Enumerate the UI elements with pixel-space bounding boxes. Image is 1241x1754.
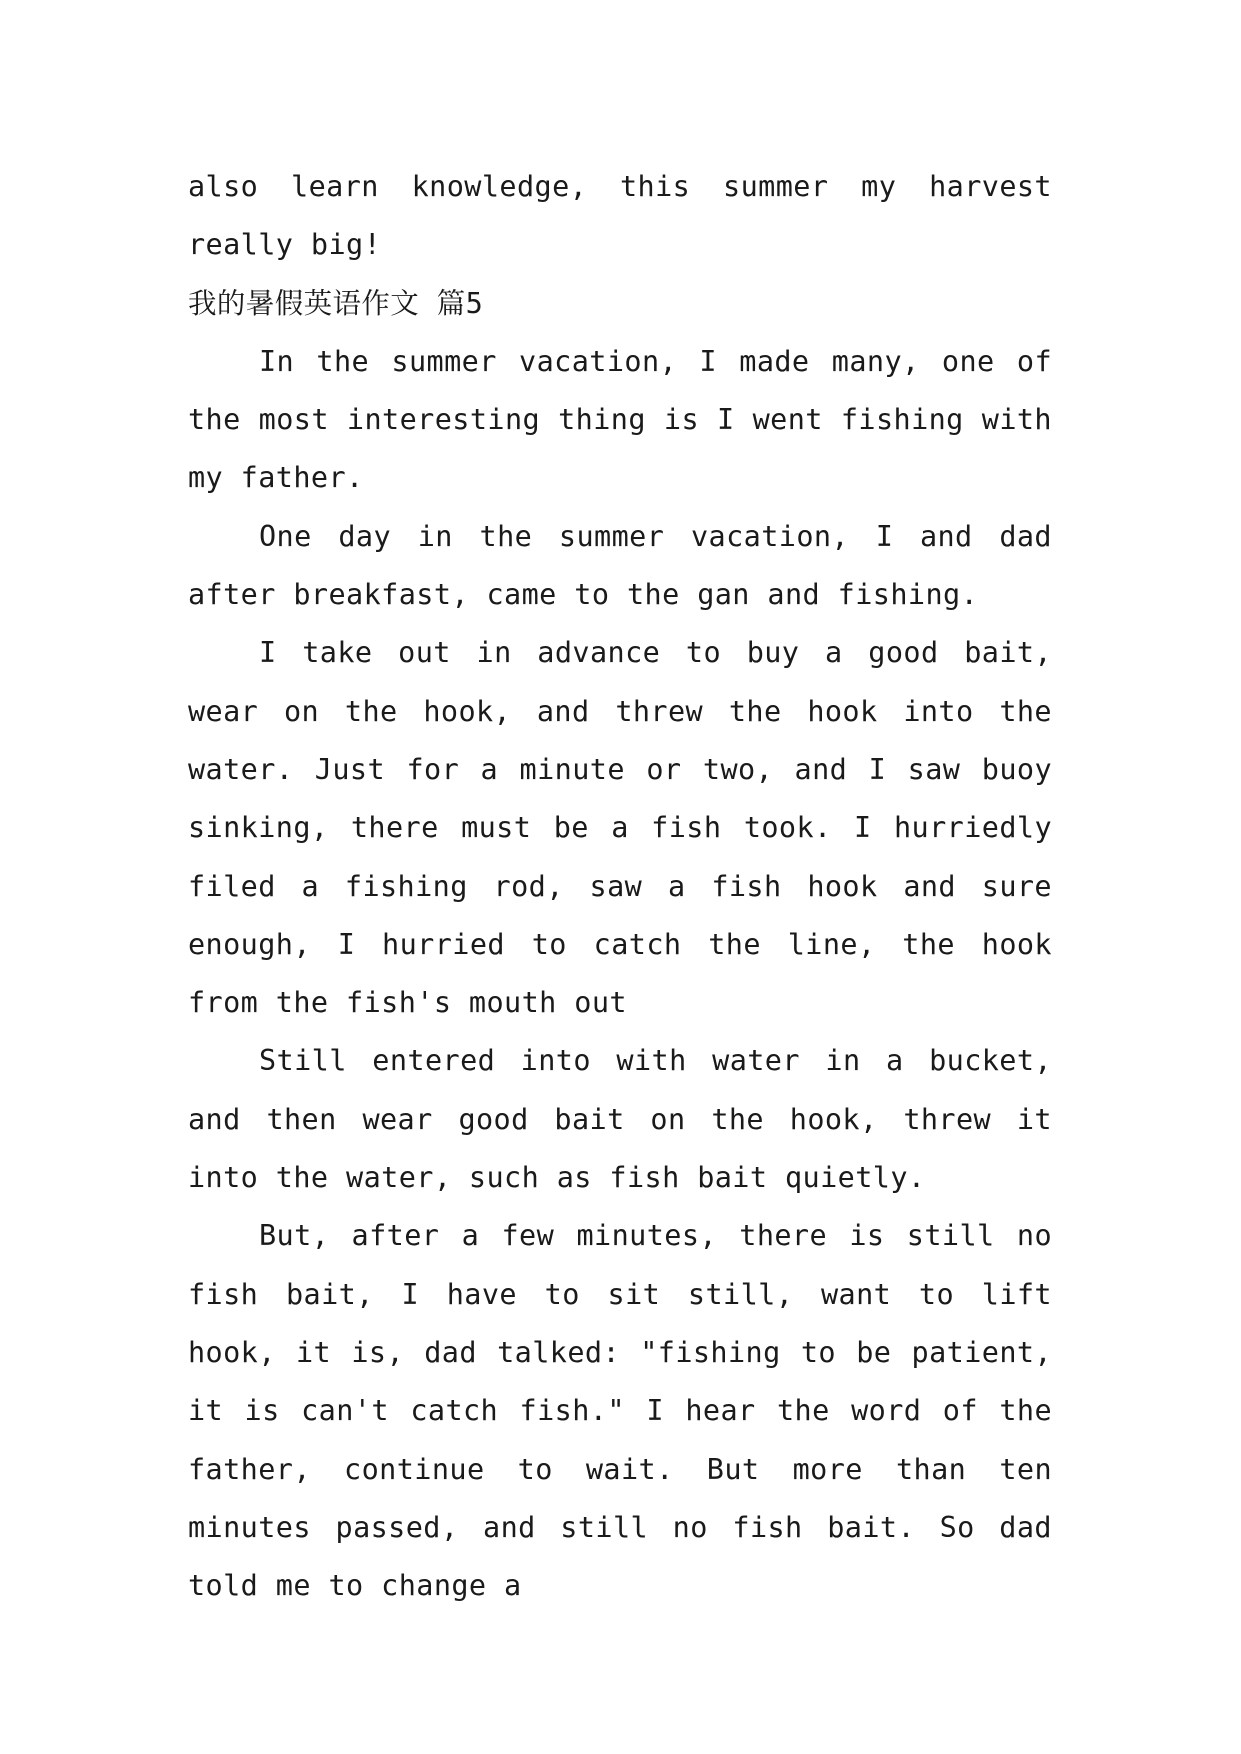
section-heading: 我的暑假英语作文 篇5 xyxy=(188,286,484,320)
document-page xyxy=(188,158,1052,1615)
paragraph: But, after a few minutes, there is still no fish bait, I have to sit still, want to lift hook, it is, dad talked: "fishing to be patient, it is can't catch fish." I hear the word of the father, continue to wait. But more than ten minutes passed, and still no fish bait. So dad told me to change a xyxy=(188,1219,1052,1603)
paragraph: I take out in advance to buy a good bait, wear on the hook, and threw the hook into the water. Just for a minute or two, and I saw buoy sinking, there must be a fish took. I hurriedly filed a fishing rod, saw a fish hook and sure enough, I hurried to catch the line, the hook from the fish's mouth out xyxy=(188,636,1052,1020)
paragraph: One day in the summer vacation, I and dad after breakfast, came to the gan and fishing. xyxy=(188,519,1052,612)
paragraph: Still entered into with water in a bucket, and then wear good bait on the hook, threw it into the water, such as fish bait quietly. xyxy=(188,1044,1052,1195)
carryover-paragraph: also learn knowledge, this summer my harvest really big! xyxy=(188,170,1052,262)
paragraph: In the summer vacation, I made many, one of the most interesting thing is I went fishing with my father. xyxy=(188,344,1052,495)
